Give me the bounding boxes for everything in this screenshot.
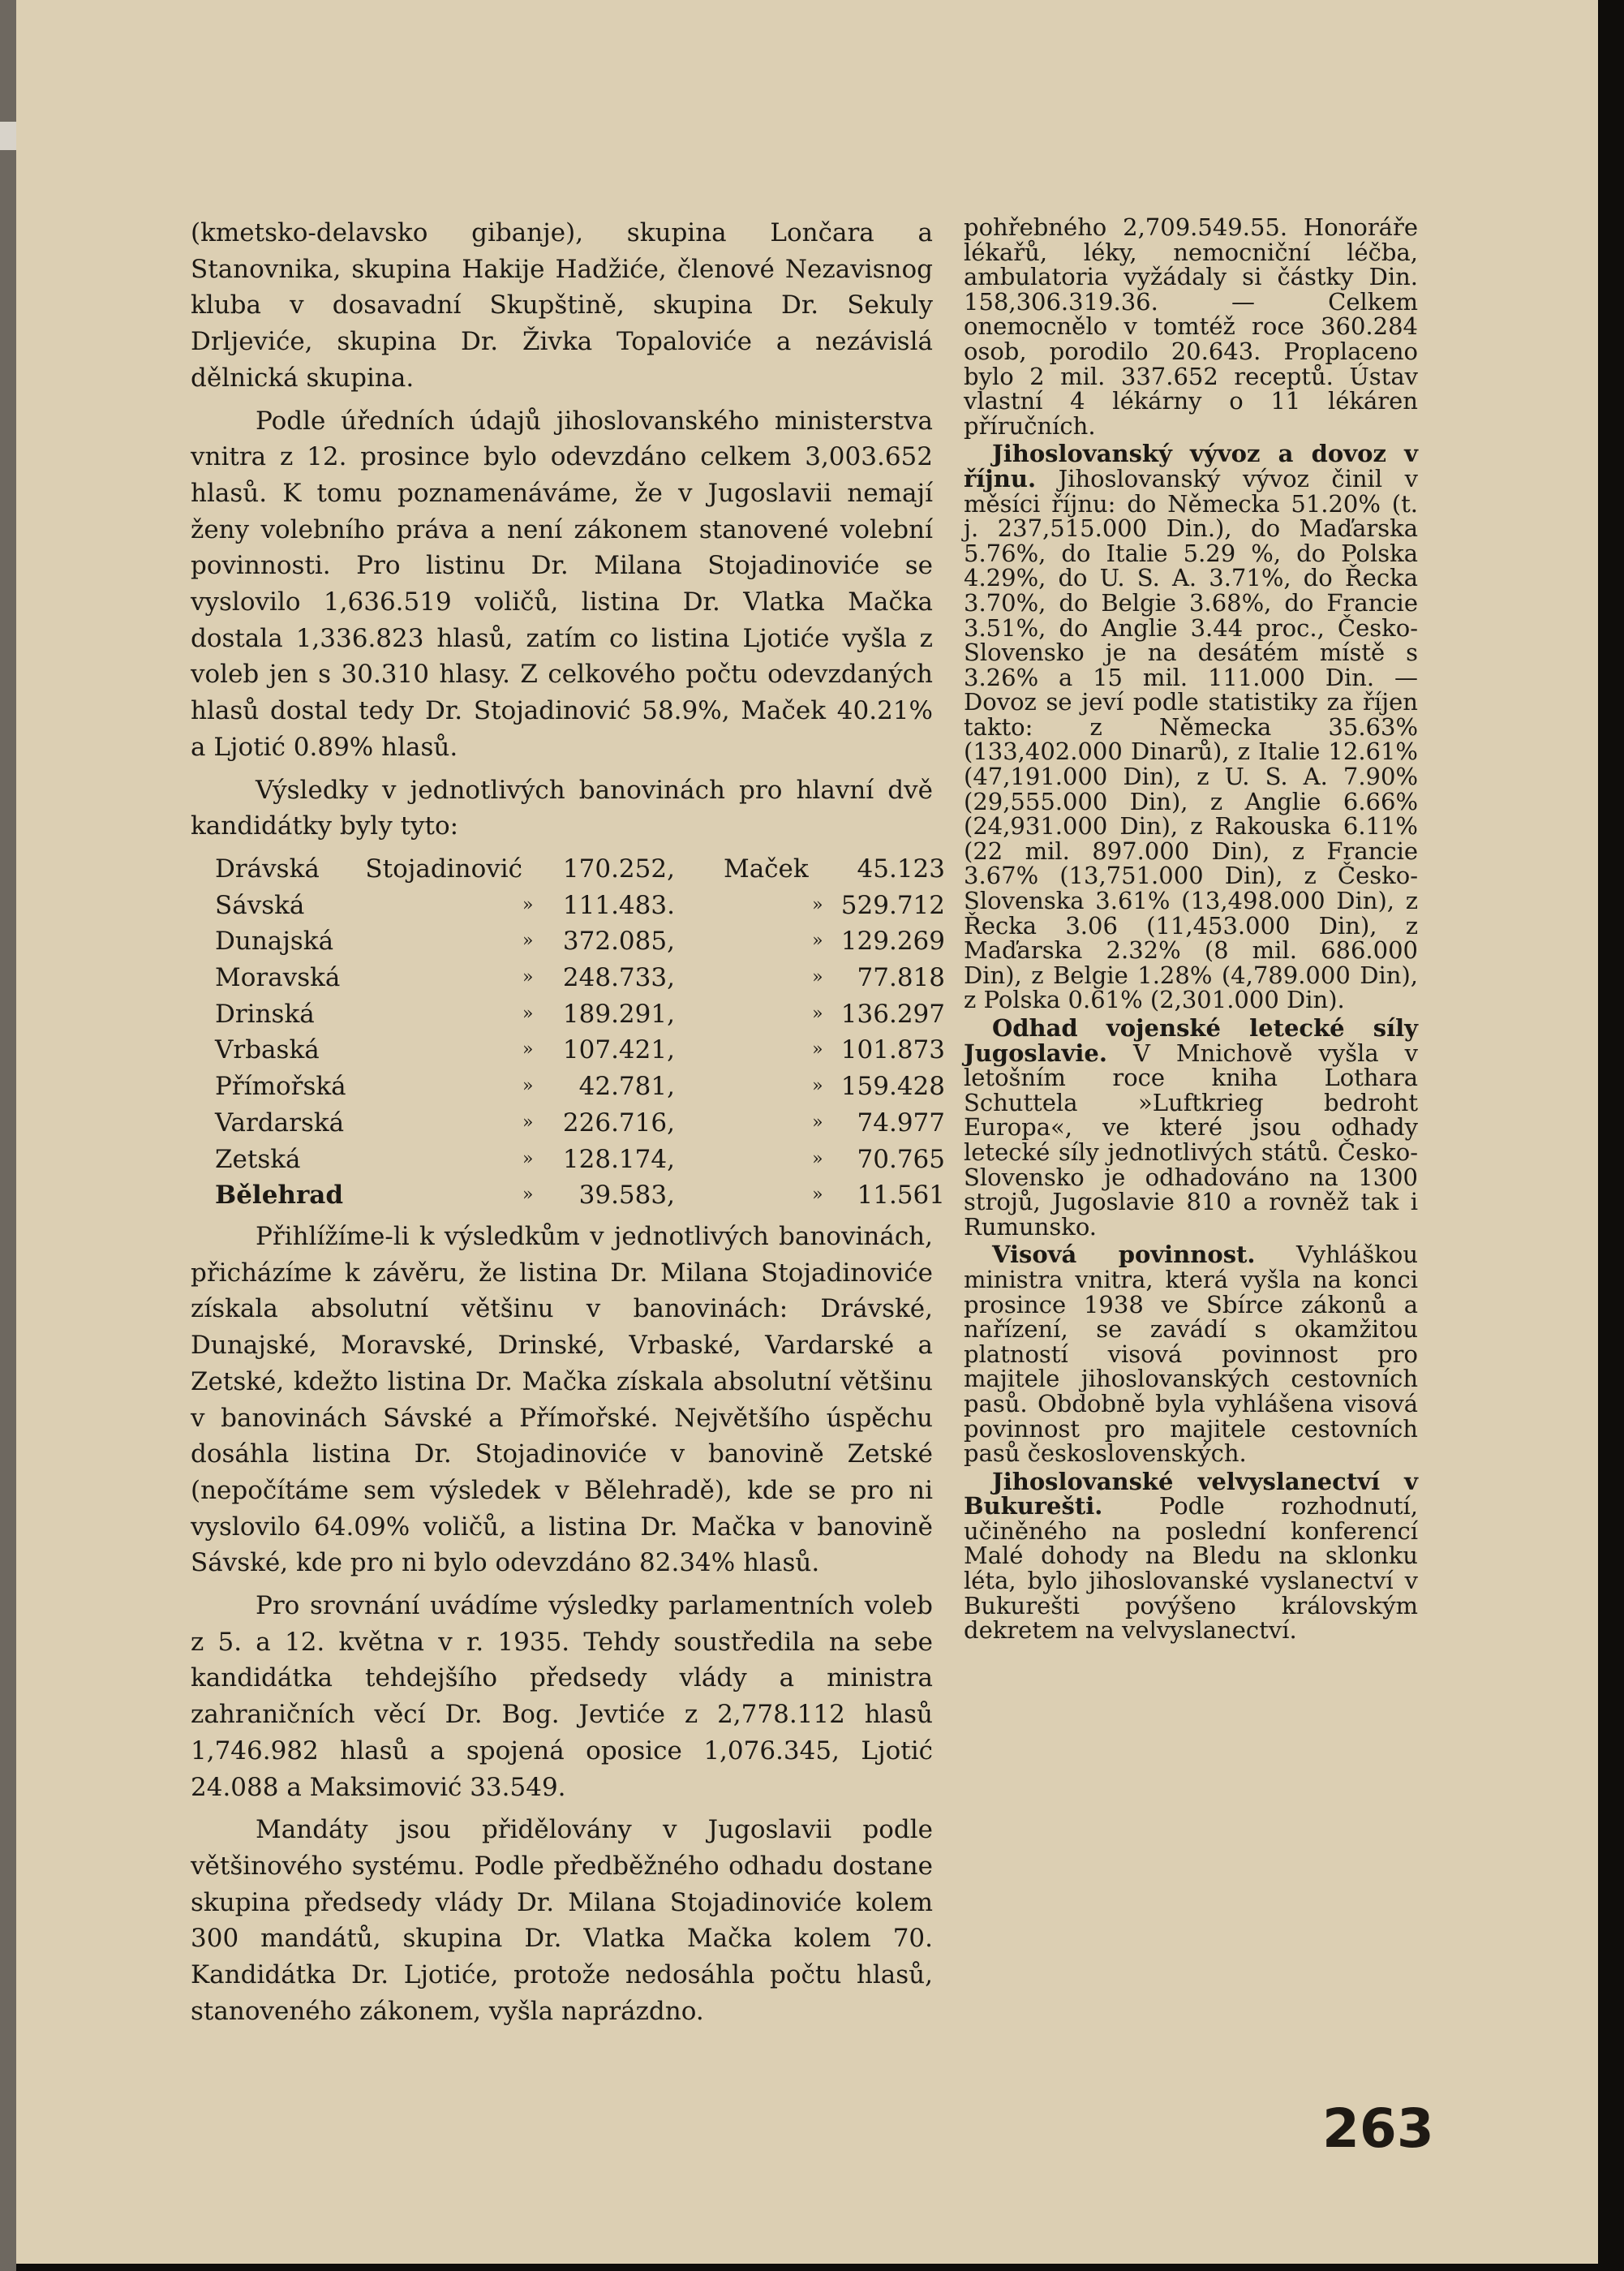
ditto-mark	[812, 851, 841, 888]
macek-votes: 101.873	[840, 1035, 945, 1065]
results-row	[215, 996, 945, 1033]
paragraph-5: Pro srovnání uvádíme výsledky parlamentních voleb z 5. a 12. května v r. 1935. Tehdy soustředila na sebe kandidátka tehdejšího předsedy vlády a ministra zahraničních věcí Dr. Bog. Jevtiće z 2,778.112 hlasů 1,746.982 hlasů a spojená oposice 1,076.345, Ljotić 24.088 a Maksimović 33.549.	[191, 1591, 933, 1802]
stojadinovic-votes: 189.291,	[562, 999, 675, 1029]
ditto-mark: »	[812, 1185, 823, 1206]
results-row	[215, 1105, 945, 1142]
paragraph-2: Podle úředních údajů jihoslovanského ministerstva vnitra z 12. prosince bylo odevzdáno celkem 3,003.652 hlasů. K tomu poznamenáváme, že v Jugoslavii nemají ženy volebního práva a není zákonem stanovené volební povinnosti. Pro listinu Dr. Milana Stojadinoviće se vyslovilo 1,636.519 voličů, listina Dr. Vlatka Mačka dostala 1,336.823 hlasů, zatím co listina Ljotiće vyšla z voleb jen s 30.310 hlasy. Z celkového počtu odevzdaných hlasů dostal tedy Dr. Stojadinović 58.9%, Maček 40.21% a Ljotić 0.89% hlasů.	[191, 406, 933, 762]
macek-votes: 74.977	[857, 1108, 945, 1138]
region-name: Vrbaská	[215, 1035, 320, 1065]
ditto-mark: »	[522, 1039, 534, 1060]
candidate-2-name	[675, 960, 812, 996]
candidate-2-name	[675, 888, 812, 924]
left-column	[191, 215, 945, 2029]
candidate-1-name	[365, 960, 522, 996]
ditto-mark	[522, 851, 552, 888]
stojadinovic-votes: 42.781,	[578, 1072, 675, 1102]
candidate-1-name	[365, 1032, 522, 1069]
news-item-trade	[964, 441, 1418, 1013]
region-name: Dunajská	[215, 927, 334, 957]
region-name: Vardarská	[215, 1108, 345, 1138]
ditto-mark: »	[812, 894, 823, 915]
candidate-2-name	[675, 1177, 812, 1214]
results-row	[215, 923, 945, 960]
paragraph-6: Mandáty jsou přidělovány v Jugoslavii podle většinového systému. Podle předběžného odhadu dostane skupina předsedy vlády Dr. Milana Stojadinoviće kolem 300 mandátů, skupina Dr. Vlatka Mačka kolem 70. Kandidátka Dr. Ljotiće, protože nedosáhla počtu hlasů, stanoveného zákonem, vyšla naprázdno.	[191, 1815, 933, 2026]
stojadinovic-votes: 248.733,	[562, 963, 675, 993]
candidate-2-name	[675, 1142, 812, 1178]
ditto-mark: »	[522, 967, 534, 988]
candidate-1-name	[365, 923, 522, 960]
macek-votes: 77.818	[857, 963, 945, 993]
macek-votes: 136.297	[840, 999, 945, 1029]
candidate-1-name	[365, 1177, 522, 1214]
region-name: Zetská	[215, 1144, 301, 1174]
region-name: Drávská	[215, 854, 320, 884]
candidate-1-name	[365, 1142, 522, 1178]
macek-votes: 70.765	[857, 1144, 945, 1174]
candidate-2-name	[675, 1032, 812, 1069]
results-row	[215, 960, 945, 996]
candidate-1-name	[365, 1069, 522, 1105]
region-name: Sávská	[215, 890, 305, 920]
ditto-mark: »	[812, 1112, 823, 1133]
results-row	[215, 1177, 945, 1214]
ditto-mark: »	[522, 931, 534, 952]
ditto-mark: »	[812, 1148, 823, 1169]
candidate-2-name	[675, 996, 812, 1033]
stojadinovic-votes: 111.483.	[562, 890, 675, 920]
region-name: Přímořská	[215, 1072, 346, 1102]
candidate-1-name	[365, 1105, 522, 1142]
candidate-2-name	[675, 923, 812, 960]
news-item-visa	[964, 1241, 1418, 1468]
ditto-mark: »	[522, 1003, 534, 1024]
candidate-2-name	[675, 1105, 812, 1142]
candidate-1-name	[365, 888, 522, 924]
news-item-air-force	[964, 1016, 1418, 1239]
candidate-2-name: Maček	[723, 854, 809, 884]
ditto-mark: »	[522, 1076, 534, 1097]
macek-votes: 529.712	[840, 890, 945, 920]
ditto-mark: »	[522, 1112, 534, 1133]
ditto-mark: »	[812, 1076, 823, 1097]
news-body-air-force: V Mnichově vyšla v letošním roce kniha Lothara Schuttela »Luftkrieg bedroht Europa«, ve které jsou odhady letecké síly jednotlivých států. Česko-Slovensko je odhadováno na 1300 strojů, Jugoslavie 810 a rovněž tak i Rumunsko.	[964, 1039, 1419, 1241]
region-name: Drinská	[215, 999, 315, 1029]
macek-votes: 11.561	[857, 1181, 945, 1211]
results-row	[215, 1142, 945, 1178]
ditto-mark: »	[522, 1185, 534, 1206]
paragraph-4: Přihlížíme-li k výsledkům v jednotlivých banovinách, přicházíme k závěru, že listina Dr. Milana Stojadinoviće získala absolutní většinu v banovinách: Drávské, Dunajské, Moravské, Drinské, Vrbaské, Vardarské a Zetské, kdežto listina Dr. Mačka získala absolutní většinu v banovinách Sávské a Přímořské. Největšího úspěchu dosáhla listina Dr. Stojadinoviće v banovině Zetské (nepočítáme sem výsledek v Bělehradě), kde se pro ni vyslovilo 64.09% voličů, a listina Dr. Mačka v banovině Sávské, kde pro ni bylo odevzdáno 82.34% hlasů.	[191, 1221, 933, 1578]
stojadinovic-votes: 226.716,	[562, 1108, 675, 1138]
page-number: 263	[1322, 2097, 1434, 2160]
stojadinovic-votes: 170.252,	[562, 854, 675, 884]
results-row	[215, 888, 945, 924]
candidate-2-name	[675, 1069, 812, 1105]
news-heading-embassy: Jihoslovanské velvyslanectví v Bukurešti.	[964, 1467, 1418, 1520]
macek-votes: 159.428	[840, 1072, 945, 1102]
results-row	[215, 851, 945, 888]
results-row	[215, 1069, 945, 1105]
news-heading-trade: Jihoslovanský vývoz a dovoz v říjnu.	[964, 440, 1418, 492]
region-name: Moravská	[215, 963, 341, 993]
paragraph-3: Výsledky v jednotlivých banovinách pro hlavní dvě kandidátky byly tyto:	[191, 775, 933, 841]
binding-mark	[0, 122, 16, 150]
book-page	[16, 0, 1598, 2264]
ditto-mark: »	[812, 1003, 823, 1024]
right-column	[964, 215, 1418, 1643]
election-results-table	[215, 851, 945, 1214]
macek-votes: 129.269	[840, 927, 945, 957]
results-row	[215, 1032, 945, 1069]
book-binding-edge	[0, 0, 16, 2271]
region-name: Bělehrad	[215, 1181, 344, 1211]
stojadinovic-votes: 107.421,	[562, 1035, 675, 1065]
paragraph-1: (kmetsko-delavsko gibanje), skupina Lončara a Stanovnika, skupina Hakije Hadžiće, členové Nezavisnog kluba v dosavadní Skupštině, skupina Dr. Sekuly Drljeviće, skupina Dr. Živka Topaloviće a nezávislá dělnická skupina.	[191, 218, 933, 393]
ditto-mark: »	[522, 1148, 534, 1169]
news-body-trade: Jihoslovanský vývoz činil v měsíci říjnu: do Německa 51.20% (t. j. 237,515.000 Din.), do Maďarska 5.76%, do Italie 5.29 %, do Polska 4.29%, do U. S. A. 3.71%, do Řecka 3.70%, do Belgie 3.68%, do Francie 3.51%, do Anglie 3.44 proc., Česko-Slovensko je na desátém místě s 3.26% a 15 mil. 111.000 Din. — Dovoz se jeví podle statistiky za říjen takto: z Německa 35.63% (133,402.000 Dinarů), z Italie 12.61% (47,191.000 Din), z U. S. A. 7.90% (29,555.000 Din), z Anglie 6.66% (24,931.000 Din), z Rakouska 6.11% (22 mil. 897.000 Din), z Francie 3.67% (13,751.000 Din), z Česko-Slovenska 3.61% (13,498.000 Din), z Řecka 3.06 (11,453.000 Din), z Maďarska 2.32% (8 mil. 686.000 Din), z Belgie 1.28% (4,789.000 Din), z Polska 0.61% (2,301.000 Din).	[964, 464, 1419, 1014]
news-heading-air-force: Odhad vojenské letecké síly Jugoslavie.	[964, 1014, 1418, 1067]
stojadinovic-votes: 39.583,	[578, 1181, 675, 1211]
ditto-mark: »	[812, 967, 823, 988]
news-paragraph-funeral: pohřebného 2,709.549.55. Honoráře lékařů, léky, nemocniční léčba, ambulatoria vyžádaly si částky Din. 158,306.319.36. — Celkem onemocnělo v tomtéž roce 360.284 osob, porodilo 20.643. Proplaceno bylo 2 mil. 337.652 receptů. Ústav vlastní 4 lékárny o 11 lékáren příručních.	[964, 213, 1418, 440]
stojadinovic-votes: 128.174,	[562, 1144, 675, 1174]
news-item-embassy	[964, 1469, 1418, 1643]
ditto-mark: »	[812, 1039, 823, 1060]
macek-votes: 45.123	[857, 854, 945, 884]
news-body-visa: Vyhláškou ministra vnitra, která vyšla na konci prosince 1938 ve Sbírce zákonů a nařízení, se zavádí s okamžitou platností visová povinnost pro majitele jihoslovanských cestovních pasů. Obdobně byla vyhlášena visová povinnost pro majitele cestovních pasů československých.	[964, 1241, 1418, 1468]
ditto-mark: »	[522, 894, 534, 915]
candidate-1-name	[365, 996, 522, 1033]
news-body-embassy: Podle rozhodnutí, učiněného na poslední konferencí Malé dohody na Bledu na sklonku léta, bylo jihoslovanské vyslanectví v Bukurešti povýšeno královským dekretem na velvyslanectví.	[964, 1492, 1418, 1645]
results-table-body	[215, 851, 945, 1214]
stojadinovic-votes: 372.085,	[562, 927, 675, 957]
news-heading-visa: Visová povinnost.	[992, 1241, 1256, 1269]
ditto-mark: »	[812, 931, 823, 952]
candidate-1-name: Stojadinović	[365, 854, 523, 884]
